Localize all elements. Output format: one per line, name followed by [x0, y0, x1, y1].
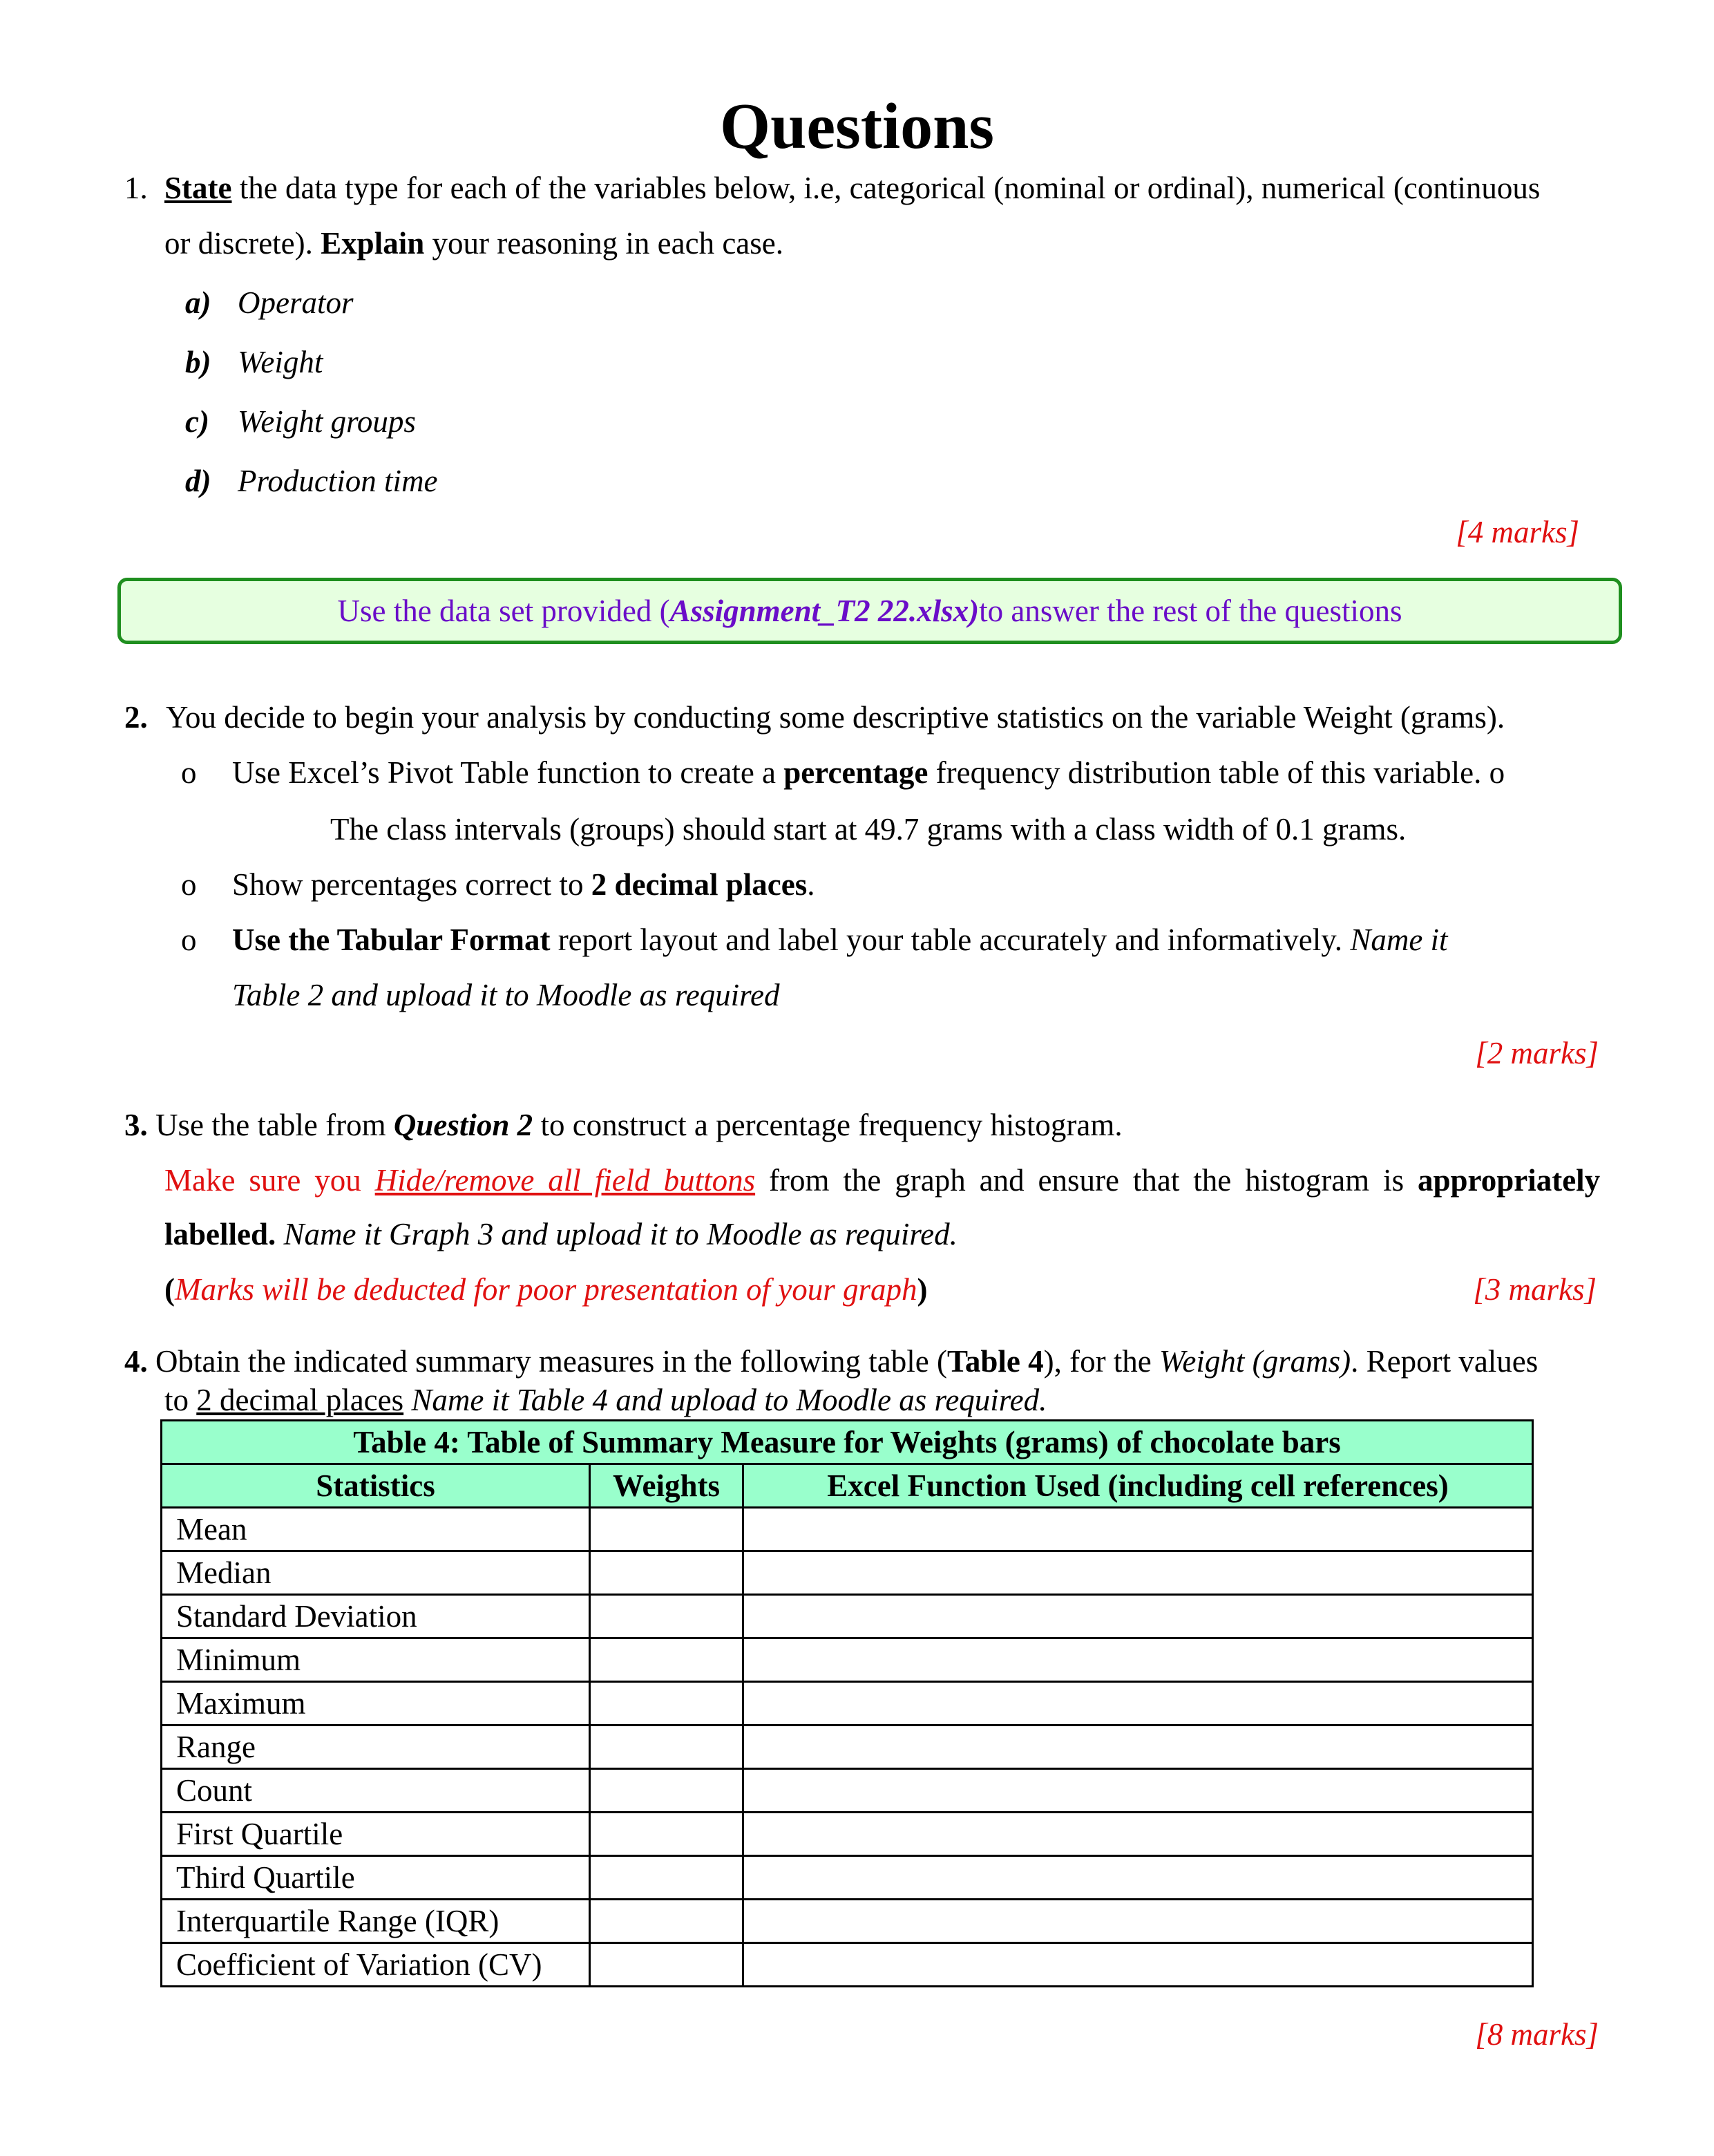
notice-text: to answer the rest of the questions	[979, 594, 1402, 628]
q4-italic: Name it Table 4 and upload to Moodle as required.	[403, 1383, 1047, 1417]
q1-text: the data type for each of the variables below, i.e, categorical (nominal or ordinal), numerical (continuous	[231, 171, 1541, 205]
q3-red-word: you	[314, 1163, 361, 1198]
page-title: Questions	[720, 91, 994, 162]
q1-marks: [4 marks]	[1456, 515, 1579, 549]
q3-bold: appropriately	[1418, 1163, 1601, 1198]
table-row	[162, 1769, 1533, 1813]
table-row	[162, 1595, 1533, 1638]
q3-marks: [3 marks]	[1473, 1272, 1597, 1307]
q4-line-1	[124, 1346, 1538, 1377]
item-label: Weight	[238, 345, 323, 379]
q2-bullet-1-cont: The class intervals (groups) should start at 49.7 grams with a class width of 0.1 grams.	[330, 812, 1407, 847]
header-statistics: Statistics	[162, 1464, 590, 1508]
q4-table-ref: Table 4	[946, 1344, 1044, 1379]
paren: )	[917, 1272, 928, 1307]
notice-filename: Assignment_T2 22.xlsx)	[669, 594, 980, 628]
q3-word: the	[1193, 1163, 1232, 1198]
summary-table	[160, 1419, 1534, 1987]
item-label: Operator	[238, 285, 354, 320]
excel-function-cell[interactable]	[743, 1638, 1533, 1682]
q2-text: frequency distribution table of this variable. o	[928, 755, 1505, 790]
q1-explain: Explain	[321, 226, 425, 261]
q1-number: 1.	[124, 171, 148, 205]
weight-value-cell[interactable]	[590, 1508, 743, 1551]
statistic-name: Minimum	[162, 1638, 590, 1682]
q3-red-word: Make	[164, 1163, 236, 1198]
q3-warning: Marks will be deducted for poor presentation of your graph	[175, 1272, 917, 1307]
q3-red-word: sure	[249, 1163, 301, 1198]
statistic-name: Coefficient of Variation (CV)	[162, 1943, 590, 1987]
weight-value-cell[interactable]	[590, 1943, 743, 1987]
q2-marks: [2 marks]	[1475, 1036, 1599, 1070]
excel-function-cell[interactable]	[743, 1900, 1533, 1943]
q2-bullet-3-cont: Table 2 and upload it to Moodle as required	[232, 978, 780, 1012]
q1-line-1	[164, 173, 1540, 204]
q2-number: 2.	[124, 700, 148, 735]
table-row	[162, 1682, 1533, 1725]
q3-line-3	[164, 1219, 958, 1250]
q2-intro: You decide to begin your analysis by conducting some descriptive statistics on the variable Weight (grams).	[166, 700, 1505, 735]
statistic-name: First Quartile	[162, 1813, 590, 1856]
q3-bold: labelled.	[164, 1217, 276, 1251]
q3-word: the	[843, 1163, 882, 1198]
header-excel-function: Excel Function Used (including cell references)	[743, 1464, 1533, 1508]
item-letter: b)	[185, 345, 211, 379]
q2-bold: Use the Tabular Format	[232, 923, 551, 957]
q3-ref: Question 2	[393, 1108, 533, 1142]
q3-line-2	[164, 1165, 1600, 1196]
q4-underline: 2 decimal places	[196, 1383, 404, 1417]
excel-function-cell[interactable]	[743, 1508, 1533, 1551]
q2-bold: percentage	[783, 755, 929, 790]
paren: (	[164, 1272, 175, 1307]
item-letter: a)	[185, 285, 211, 320]
bullet-icon: o	[181, 755, 197, 790]
q3-word: and	[979, 1163, 1025, 1198]
table-row	[162, 1900, 1533, 1943]
q3-line-1	[124, 1110, 1123, 1141]
q3-warning-line	[164, 1274, 928, 1305]
weight-value-cell[interactable]	[590, 1769, 743, 1813]
bullet-icon: o	[181, 923, 197, 957]
table-row	[162, 1813, 1533, 1856]
weight-value-cell[interactable]	[590, 1856, 743, 1900]
statistic-name: Mean	[162, 1508, 590, 1551]
weight-value-cell[interactable]	[590, 1682, 743, 1725]
bullet-icon: o	[181, 867, 197, 902]
q2-text: Show percentages correct to	[232, 867, 591, 902]
q3-word: is	[1383, 1163, 1404, 1198]
excel-function-cell[interactable]	[743, 1725, 1533, 1769]
excel-function-cell[interactable]	[743, 1551, 1533, 1595]
header-weights: Weights	[590, 1464, 743, 1508]
q4-text: to	[164, 1383, 197, 1417]
weight-value-cell[interactable]	[590, 1900, 743, 1943]
q2-text: .	[807, 867, 815, 902]
excel-function-cell[interactable]	[743, 1856, 1533, 1900]
q3-number: 3.	[124, 1108, 148, 1142]
q2-text: Use Excel’s Pivot Table function to create a	[232, 755, 784, 790]
statistic-name: Range	[162, 1725, 590, 1769]
weight-value-cell[interactable]	[590, 1638, 743, 1682]
q1-text: your reasoning in each case.	[424, 226, 784, 261]
q3-word: histogram	[1245, 1163, 1370, 1198]
table-row	[162, 1943, 1533, 1987]
excel-function-cell[interactable]	[743, 1595, 1533, 1638]
table-row	[162, 1551, 1533, 1595]
q2-text: report layout and label your table accurately and informatively.	[550, 923, 1351, 957]
table-row	[162, 1856, 1533, 1900]
q4-number: 4.	[124, 1344, 148, 1379]
dataset-notice	[117, 578, 1622, 644]
q1-line-2	[164, 228, 783, 259]
weight-value-cell[interactable]	[590, 1725, 743, 1769]
q4-text: ), for the	[1043, 1344, 1160, 1379]
item-label: Production time	[238, 464, 438, 498]
weight-value-cell[interactable]	[590, 1595, 743, 1638]
q2-bullet-3	[232, 925, 1448, 956]
item-label: Weight groups	[238, 404, 416, 439]
excel-function-cell[interactable]	[743, 1682, 1533, 1725]
statistic-name: Third Quartile	[162, 1856, 590, 1900]
excel-function-cell[interactable]	[743, 1943, 1533, 1987]
statistic-name: Median	[162, 1551, 590, 1595]
q1-verb: State	[164, 171, 232, 205]
q1-text: or discrete).	[164, 226, 321, 261]
q4-text: . Report values	[1351, 1344, 1539, 1379]
excel-function-cell[interactable]	[743, 1769, 1533, 1813]
q2-italic: Name it	[1350, 923, 1448, 957]
q2-bullet-2	[232, 869, 815, 900]
q4-marks: [8 marks]	[1475, 2017, 1599, 2052]
q3-word: from	[769, 1163, 830, 1198]
q4-line-2	[164, 1385, 1047, 1416]
table-body	[162, 1508, 1533, 1987]
statistic-name: Standard Deviation	[162, 1595, 590, 1638]
excel-function-cell[interactable]	[743, 1813, 1533, 1856]
notice-text: Use the data set provided (	[337, 594, 670, 628]
q3-italic: Name it Graph 3 and upload it to Moodle as required.	[276, 1217, 958, 1251]
q3-word: that	[1132, 1163, 1180, 1198]
q3-text: Use the table from	[147, 1108, 394, 1142]
weight-value-cell[interactable]	[590, 1813, 743, 1856]
q4-text: Obtain the indicated summary measures in the following table (	[147, 1344, 947, 1379]
q3-word: graph	[895, 1163, 966, 1198]
item-letter: c)	[185, 404, 209, 439]
q2-bullet-1	[232, 757, 1505, 788]
weight-value-cell[interactable]	[590, 1551, 743, 1595]
statistic-name: Count	[162, 1769, 590, 1813]
q2-bold: 2 decimal places	[591, 867, 808, 902]
q3-word: ensure	[1038, 1163, 1119, 1198]
table-row	[162, 1725, 1533, 1769]
q4-variable: Weight (grams)	[1159, 1344, 1351, 1379]
table-row	[162, 1508, 1533, 1551]
table-caption: Table 4: Table of Summary Measure for Weights (grams) of chocolate bars	[162, 1421, 1533, 1464]
q3-text: to construct a percentage frequency histogram.	[533, 1108, 1123, 1142]
statistic-name: Maximum	[162, 1682, 590, 1725]
q3-field-buttons-emphasis: Hide/remove all field buttons	[374, 1163, 756, 1198]
statistic-name: Interquartile Range (IQR)	[162, 1900, 590, 1943]
item-letter: d)	[185, 464, 211, 498]
table-row	[162, 1638, 1533, 1682]
